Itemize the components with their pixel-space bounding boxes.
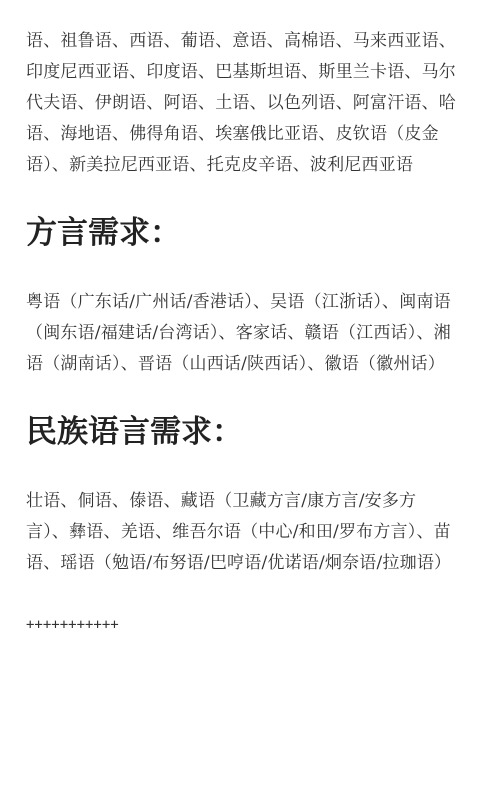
ethnic-language-heading: 民族语言需求： xyxy=(26,414,243,450)
dialect-heading: 方言需求： xyxy=(26,215,181,251)
language-list-paragraph: 语、祖鲁语、西语、葡语、意语、高棉语、马来西亚语、印度尼西亚语、印度语、巴基斯坦语、斯里兰卡语、马尔代夫语、伊朗语、阿语、土语、以色列语、阿富汗语、哈语、海地语、佛得角语、埃塞俄比亚语、皮钦语（皮金语）、新美拉尼西亚语、托克皮辛语、波利尼西亚语 xyxy=(26,31,456,175)
ethnic-language-list-paragraph: 壮语、侗语、傣语、藏语（卫藏方言/康方言/安多方言）、彝语、羌语、维吾尔语（中心/和田/罗布方言）、苗语、瑶语（勉语/布努语/巴哼语/优诺语/炯奈语/拉珈语） xyxy=(26,491,452,573)
plus-separator: +++++++++++ xyxy=(26,617,119,633)
article-content xyxy=(26,26,456,635)
dialect-list-paragraph: 粤语（广东话/广州话/香港话）、吴语（江浙话）、闽南语（闽东语/福建话/台湾话）、客家话、赣语（江西话）、湘语（湖南话）、晋语（山西话/陕西话）、徽语（徽州话） xyxy=(26,292,451,374)
